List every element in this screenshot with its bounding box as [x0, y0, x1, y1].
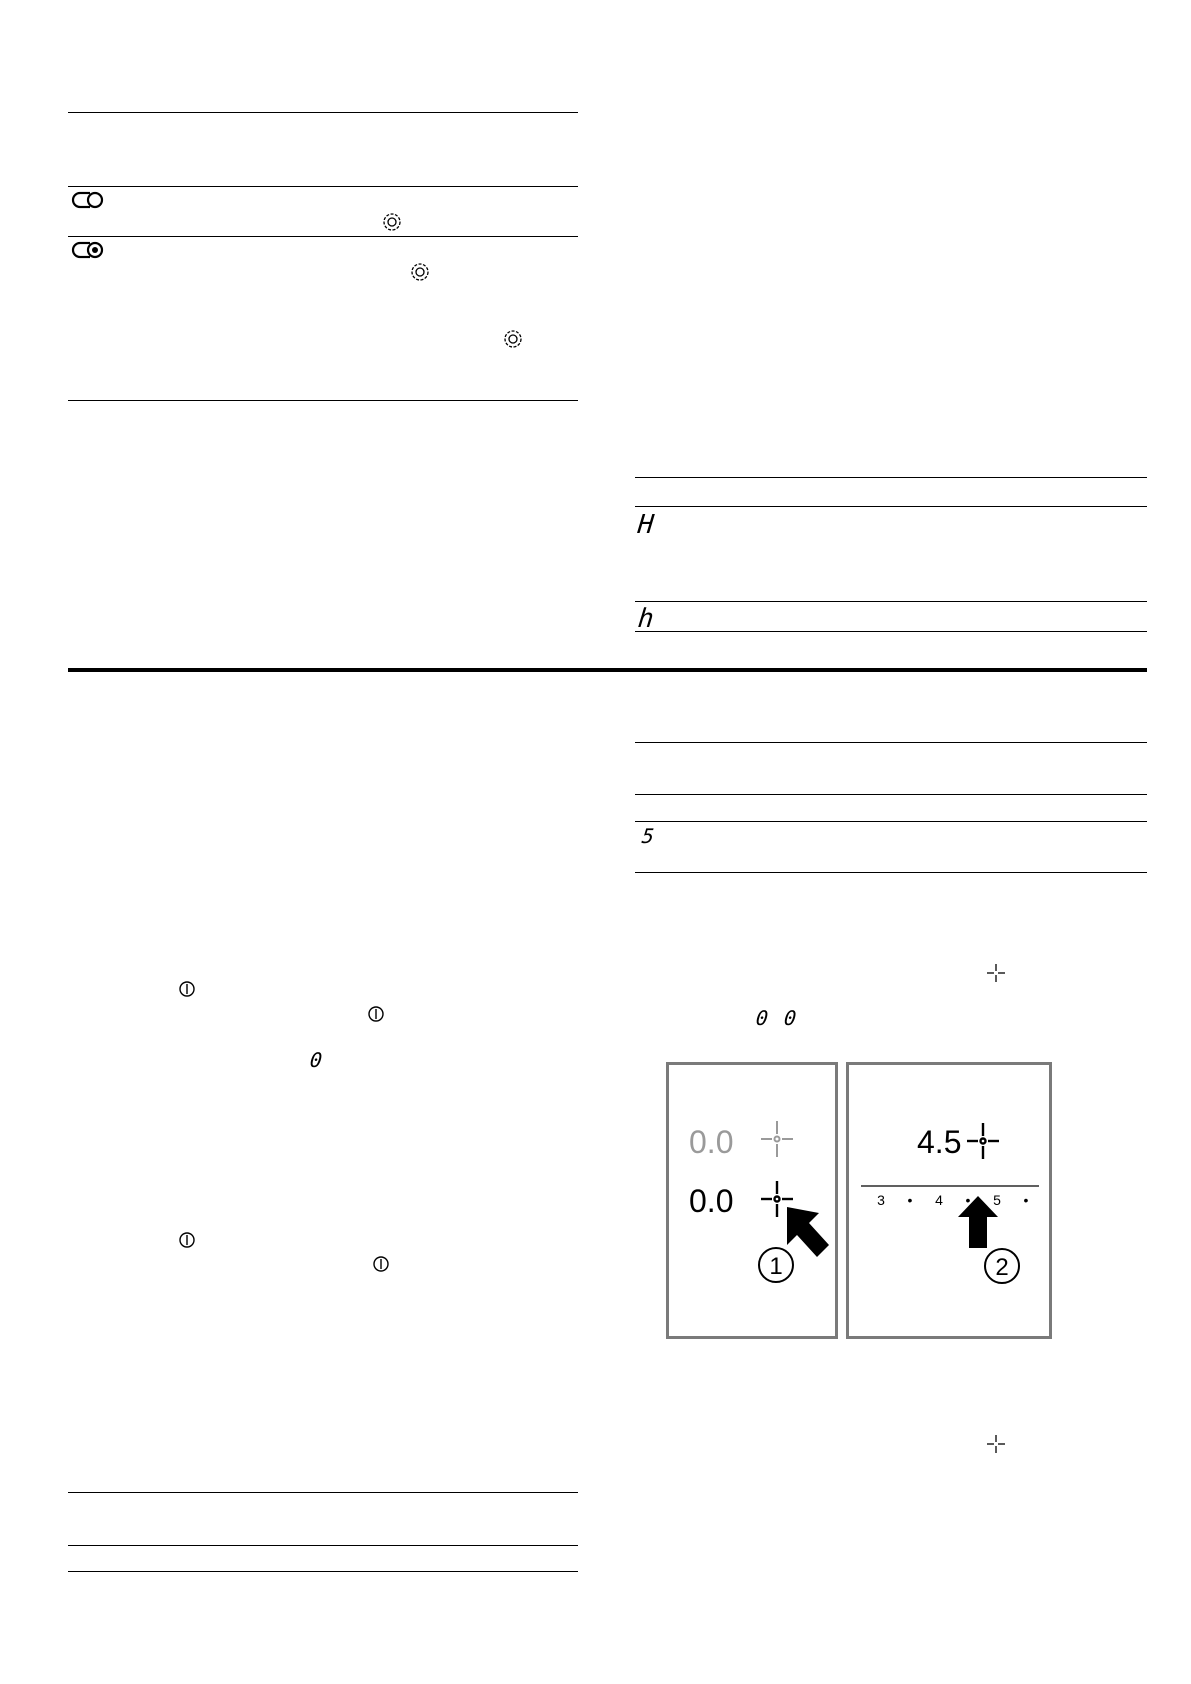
table-rule [68, 186, 578, 187]
crosshair-icon-active [967, 1123, 999, 1159]
slider-scale-label: • [1023, 1192, 1029, 1208]
slider-scale-label: 4 [935, 1192, 943, 1208]
circle-in-circle-icon [503, 329, 523, 349]
table-rule [635, 821, 1147, 822]
slider-scale-label: 5 [993, 1192, 1001, 1208]
table-rule [635, 631, 1147, 632]
arrow-icon-diagonal [787, 1207, 829, 1257]
display-00-symbol: 0 0 [754, 1006, 800, 1030]
power-icon [178, 1231, 196, 1249]
slider-scale-label: • [965, 1192, 971, 1208]
table-rule [68, 112, 578, 113]
display-5-symbol: 5 [640, 824, 656, 848]
panel-2-value: 4.5 [917, 1124, 962, 1160]
power-icon [367, 1005, 385, 1023]
display-H-symbol: H [636, 510, 656, 540]
circle-in-circle-icon [382, 212, 402, 232]
display-h-symbol: h [636, 604, 656, 634]
table-rule [635, 742, 1147, 743]
slider-scale [877, 1192, 1028, 1208]
power-icon [372, 1255, 390, 1273]
slider-scale-label: • [907, 1192, 913, 1208]
section-divider [68, 668, 1147, 672]
panel-2-drawing [849, 1065, 1049, 1336]
table-rule [68, 1492, 578, 1493]
crosshair-icon [986, 963, 1006, 983]
display-0-symbol: 0 [308, 1048, 324, 1072]
figure-panel-2 [846, 1062, 1052, 1339]
power-icon [178, 980, 196, 998]
panel-1-inactive-value: 0.0 [689, 1124, 734, 1160]
table-rule [635, 872, 1147, 873]
callout-number-1: 1 [769, 1253, 783, 1280]
table-rule [635, 794, 1147, 795]
crosshair-icon-inactive [761, 1121, 793, 1157]
table-rule [68, 1571, 578, 1572]
table-rule [635, 477, 1147, 478]
table-rule [635, 506, 1147, 507]
toggle-ring-on-icon [70, 240, 106, 260]
slider-scale-label: 3 [877, 1192, 885, 1208]
table-rule [68, 400, 578, 401]
table-rule [68, 236, 578, 237]
figure-panel-1 [666, 1062, 838, 1339]
table-rule [68, 1545, 578, 1546]
panel-1-drawing [669, 1065, 835, 1336]
crosshair-icon [986, 1434, 1006, 1454]
arrow-icon-up [958, 1196, 998, 1248]
table-rule [635, 601, 1147, 602]
circle-in-circle-icon [410, 262, 430, 282]
callout-number-2: 2 [995, 1254, 1009, 1281]
toggle-ring-off-icon [70, 190, 106, 210]
panel-1-active-value: 0.0 [689, 1183, 734, 1219]
